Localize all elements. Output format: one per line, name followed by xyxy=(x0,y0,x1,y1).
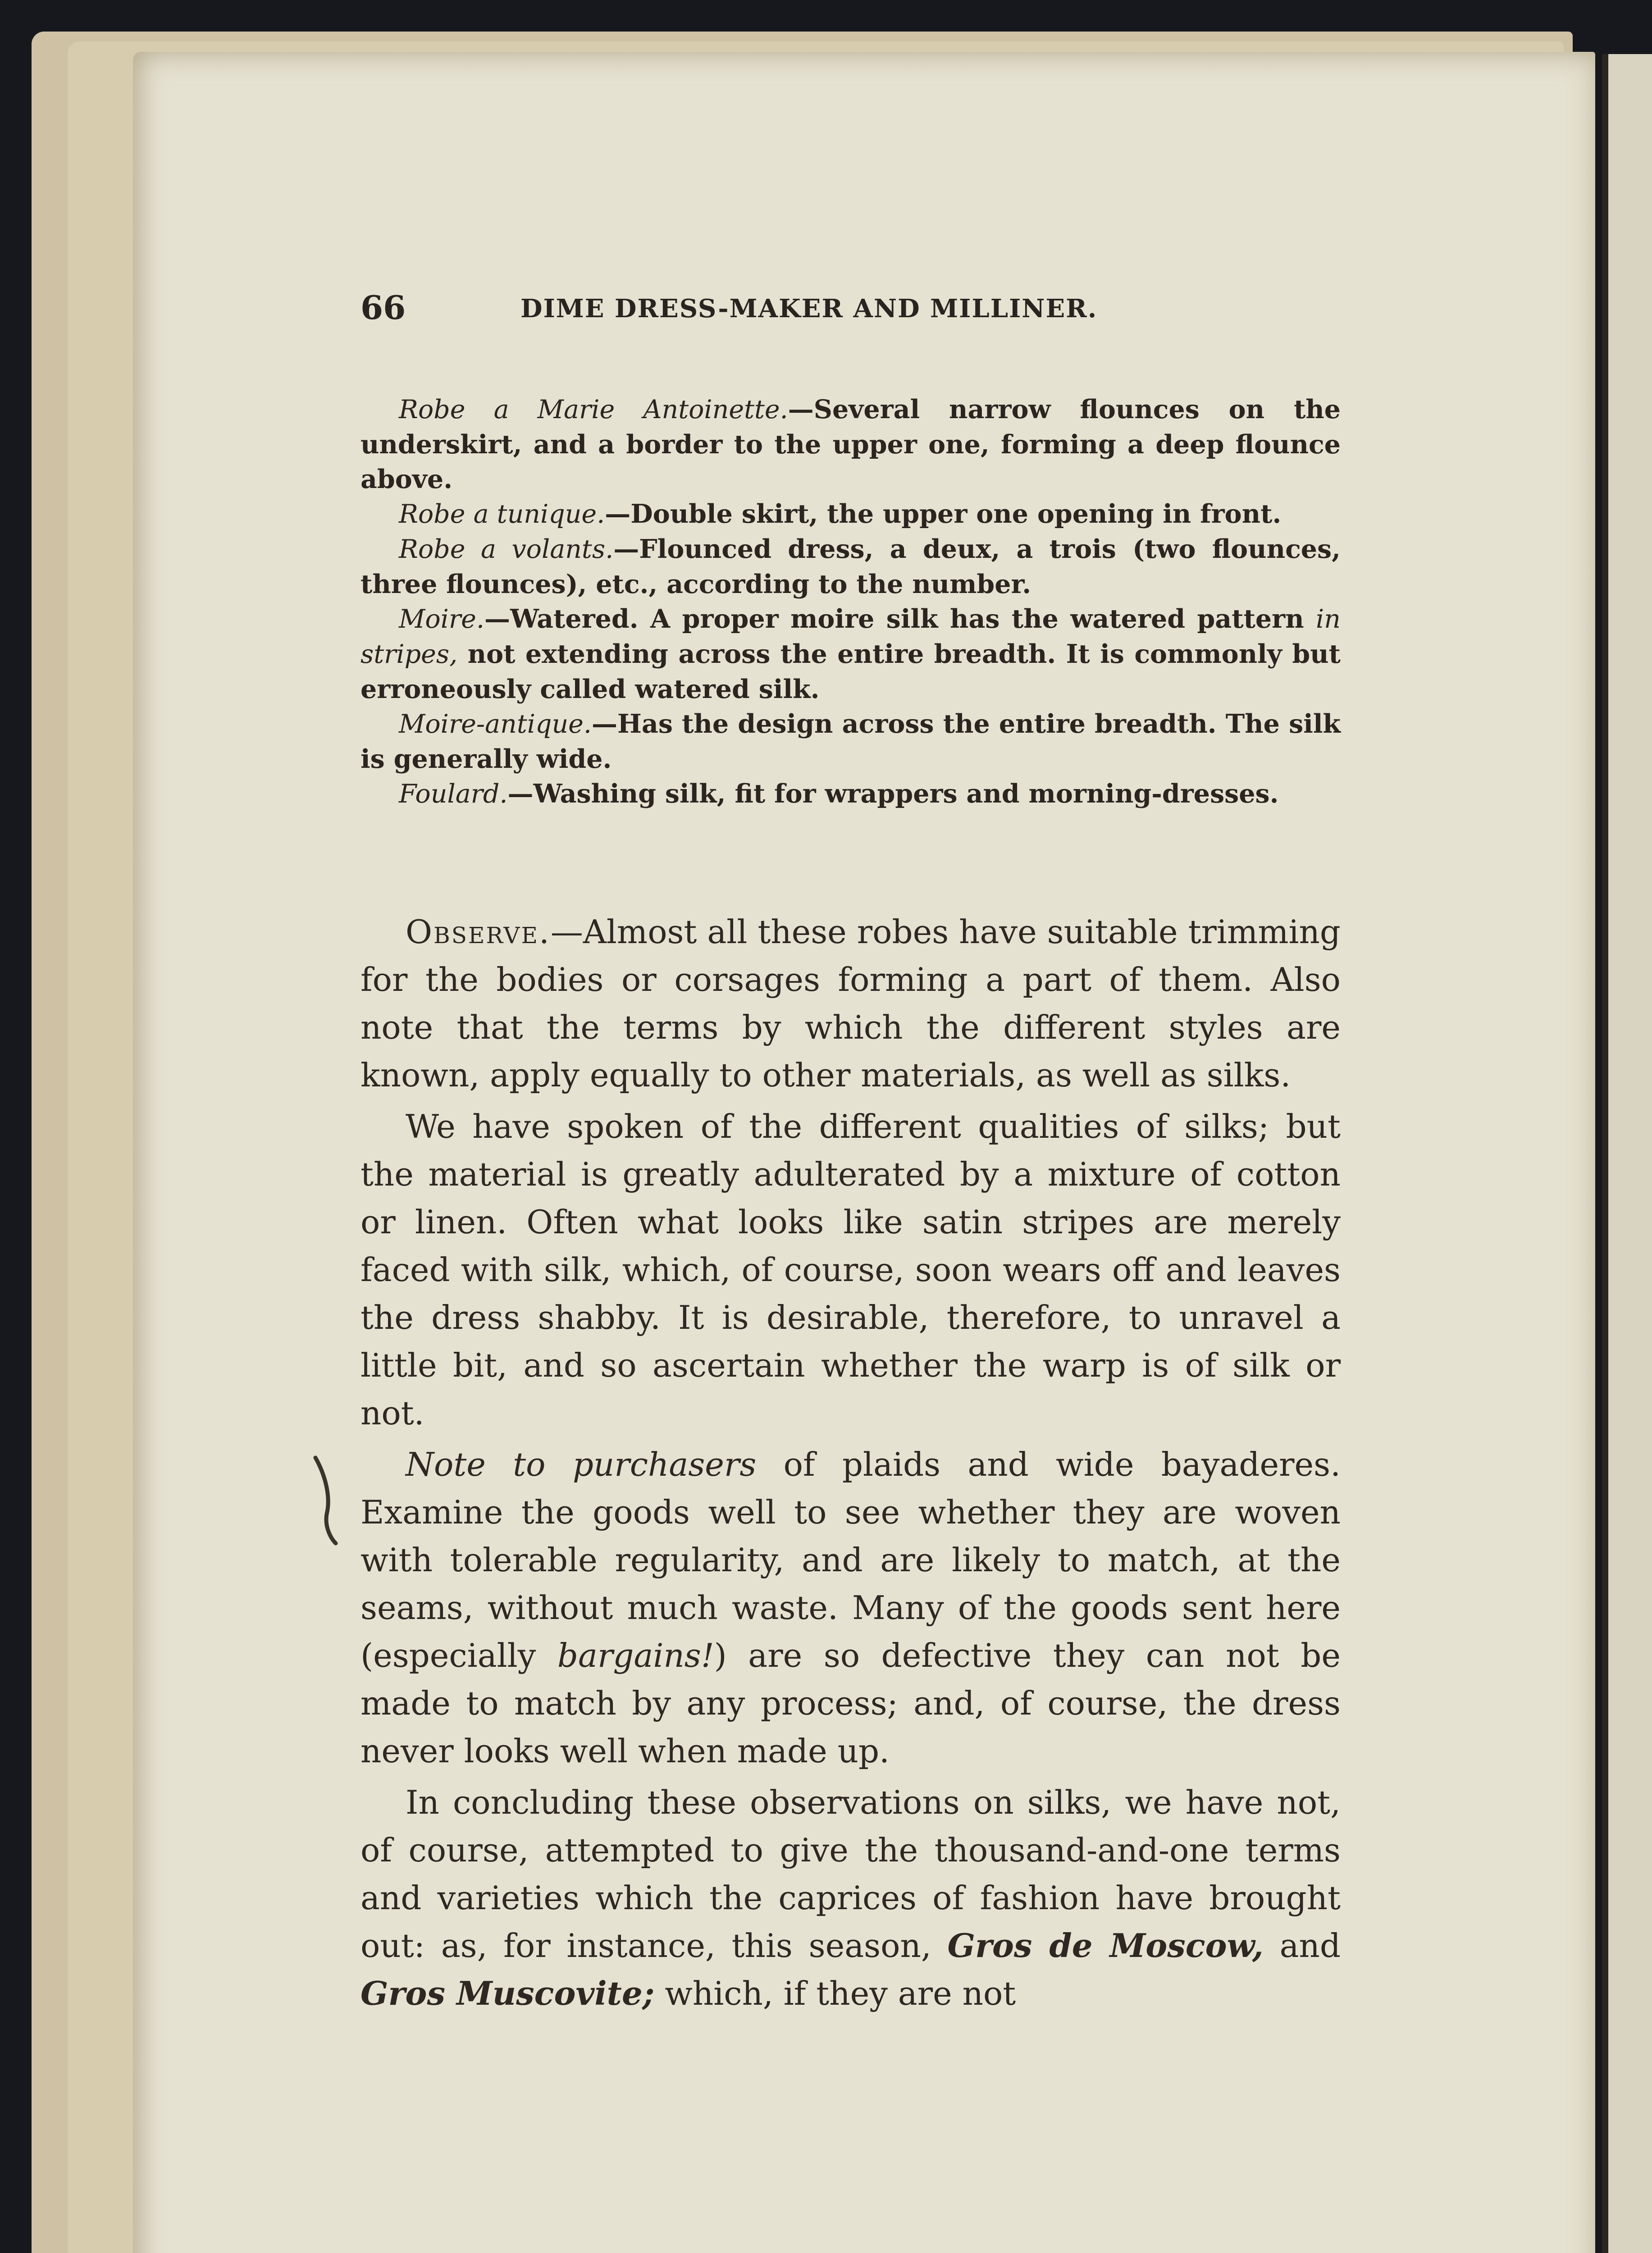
main-text xyxy=(361,908,1341,2021)
observe-text: —Almost all these robes have suitable trimming for the bodies or corsages forming a part of them. Also note that the terms by which the different styles are known, apply equally to other materials, as well as silks. xyxy=(361,913,1341,1094)
bargains-emphasis: bargains! xyxy=(557,1637,714,1674)
paragraph-concluding xyxy=(361,1779,1341,2017)
purchasers-lead: Note to purchasers xyxy=(406,1446,757,1483)
glossary-definition: —Watered. A proper moire silk has the watered pattern xyxy=(484,604,1316,634)
page-number: 66 xyxy=(361,288,406,327)
concluding-text-a: In concluding these observations on silks, we have not, of course, attempted to give the thousand-and-one terms and varieties which the caprices of fashion have brought out: as, for instance, this season, xyxy=(361,1783,1341,1965)
concluding-text-b: and xyxy=(1263,1927,1341,1965)
glossary-term: Robe a Marie Antoinette. xyxy=(399,395,788,424)
glossary-entry xyxy=(361,602,1341,707)
glossary-definition-cont: not extending across the entire breadth. It is commonly but erroneously called watered silk. xyxy=(361,639,1341,704)
pencil-mark xyxy=(311,1455,342,1546)
glossary-definition: —Double skirt, the upper one opening in front. xyxy=(605,499,1282,529)
glossary-entry xyxy=(361,497,1341,532)
glossary-entry xyxy=(361,532,1341,602)
glossary-term: Foulard. xyxy=(399,779,508,809)
paragraph-observe xyxy=(361,908,1341,1099)
running-head: DIME DRESS-MAKER AND MILLINER. xyxy=(520,294,1098,324)
concluding-text-c: which, if they are not xyxy=(654,1975,1016,2012)
glossary-entry xyxy=(361,776,1341,812)
purchasers-text-a: of plaids and wide bayaderes. Examine the goods well to see whether they are woven with tolerable regularity, and are likely to match, at the seams, without much waste. Many of the goods sent here (especially xyxy=(361,1446,1341,1674)
observe-label: Observe. xyxy=(406,913,551,951)
glossary-entry xyxy=(361,707,1341,776)
glossary-term: Robe a tunique. xyxy=(399,499,605,529)
glossary-definition: —Washing silk, fit for wrappers and morning-dresses. xyxy=(507,779,1279,809)
glossary-term: Moire. xyxy=(399,604,485,634)
glossary-term: Robe a volants. xyxy=(399,534,614,564)
glossary-definition: —Has the design across the entire breadth. The silk is generally wide. xyxy=(361,709,1341,774)
glossary-definition: —Flounced dress, a deux, a trois (two flounces, three flounces), etc., according to the number. xyxy=(361,534,1341,599)
glossary-entry xyxy=(361,392,1341,497)
purchasers-text-b: ) are so defective they can not be made to match by any process; and, of course, the dress never looks well when made up. xyxy=(361,1637,1341,1770)
facing-page-edge xyxy=(1602,54,1652,2253)
gros-muscovite: Gros Muscovite; xyxy=(361,1974,655,2012)
glossary-term: Moire-antique. xyxy=(399,709,592,739)
glossary-definition: —Several narrow flounces on the underskirt, and a border to the upper one, forming a deep flounce above. xyxy=(361,394,1341,494)
glossary-section xyxy=(361,392,1341,812)
page-header xyxy=(361,288,1352,333)
paragraph-adulteration: We have spoken of the different qualities of silks; but the material is greatly adulterated by a mixture of cotton or linen. Often what looks like satin stripes are merely faced with silk, which, of course, soon wears off and leaves the dress shabby. It is desirable, therefore, to unravel a little bit, and so ascertain whether the warp is of silk or not. xyxy=(361,1108,1341,1432)
glossary-emphasis: in stripes, xyxy=(361,604,1341,669)
paragraph-purchasers xyxy=(361,1441,1341,1775)
gros-de-moscow: Gros de Moscow, xyxy=(947,1926,1264,1965)
